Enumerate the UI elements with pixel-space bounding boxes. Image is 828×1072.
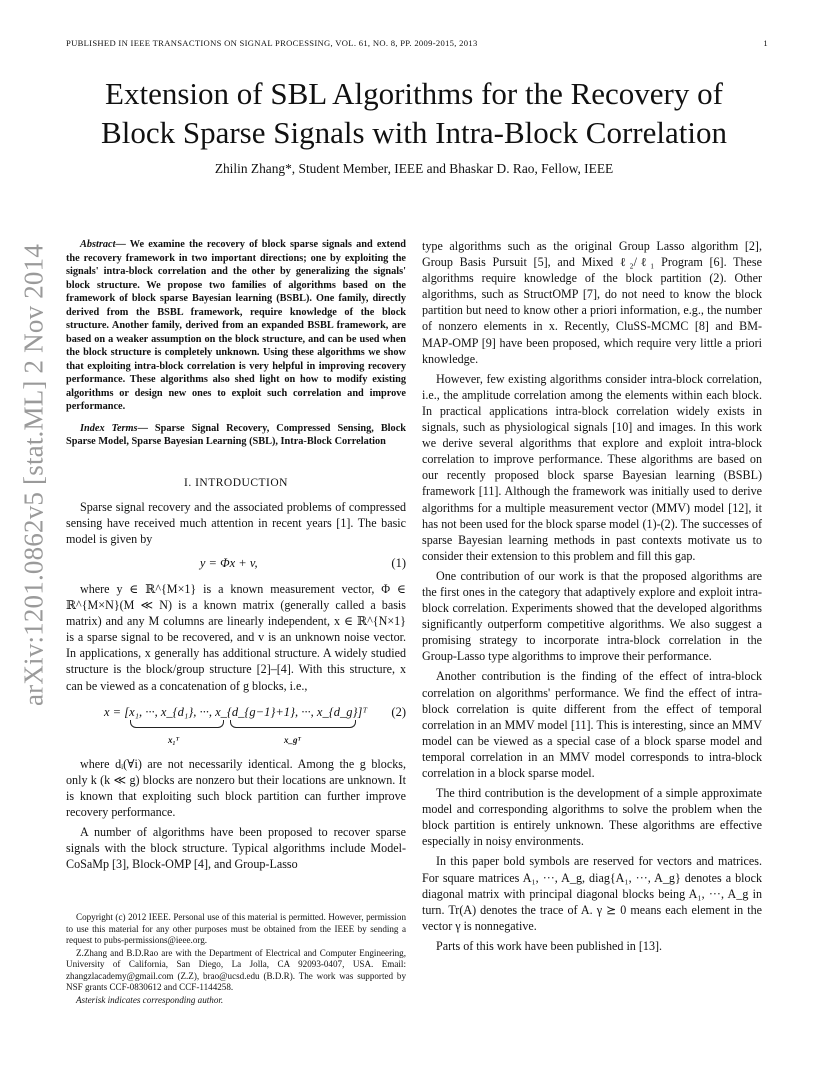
intro-paragraph-3: where dᵢ(∀i) are not necessarily identical. Among the g blocks, only k (k ≪ g) blocks are nonzero but their locations are unknown. It is known that exploiting such block partition can further improve recovery performance. bbox=[66, 756, 406, 819]
index-terms bbox=[66, 422, 406, 449]
section-heading: I. INTRODUCTION bbox=[184, 476, 288, 489]
running-header bbox=[66, 38, 768, 48]
right-paragraph-6: In this paper bold symbols are reserved for vectors and matrices. For square matrices A₁, ···, A_g, diag{A₁, ···, A_g} denotes a block diagonal matrix with principal diagonal blocks being A₁, ···, A_g in turn. Tr(A) denotes the trace of A. γ ⪰ 0 means each element in the vector γ is nonnegative. bbox=[422, 854, 762, 933]
index-terms-text: — Sparse Signal Recovery, Compressed Sensing, Block Sparse Model, Sparse Bayesian Learning (SBL), Intra-Block Correlation bbox=[66, 422, 406, 447]
intro-paragraph-1: Sparse signal recovery and the associated problems of compressed sensing have received much attention in recent years [1]. The basic model is given by bbox=[66, 499, 406, 546]
title-line-1: Extension of SBL Algorithms for the Recovery of bbox=[105, 76, 723, 111]
journal-line: PUBLISHED IN IEEE TRANSACTIONS ON SIGNAL PROCESSING, VOL. 61, NO. 8, PP. 2009-2015, 2013 bbox=[66, 38, 478, 48]
arxiv-sidebar bbox=[12, 243, 56, 707]
footnote-affiliation: Z.Zhang and B.D.Rao are with the Department of Electrical and Computer Engineering, University of California, San Diego, La Jolla, CA 92093-0407, USA. Email: zhangzlacademy@gmail.com (Z.Z), brao@ucsd.edu (B.D.R). The work was supported by NSF grants CCF-0830612 and CCF-1144258. bbox=[66, 947, 406, 992]
right-paragraph-7: Parts of this work have been published in [13]. bbox=[436, 938, 663, 953]
underbrace-2 bbox=[230, 720, 356, 728]
title-line-2: Block Sparse Signals with Intra-Block Correlation bbox=[101, 115, 727, 150]
arxiv-id: arXiv:1201.0862v5 [stat.ML] 2 Nov 2014 bbox=[18, 243, 49, 707]
abstract-label: Abstract bbox=[80, 239, 116, 250]
right-paragraph-2: However, few existing algorithms consider intra-block correlation, i.e., the amplitude correlation among the elements within each block. In practical applications intra-block correlation widely exists in signals, such as physiological signals [10] and images. In this work we derive several algorithms that explore and exploit intra-block correlation to improve performance. These algorithms are based on our recently proposed block sparse Bayesian learning (BSBL) framework [11]. Although the framework was initially used to derive algorithms for a multiple measurement vector (MMV) model [12], it has not been used for the block sparse model (1)-(2). The successes of sparse Bayesian learning methods in past contexts motivate us to consider their extension to this problem and fill this gap. bbox=[422, 371, 762, 563]
abstract-text: — We examine the recovery of block sparse signals and extend the recovery framework in two important directions; one by exploiting the signals' intra-block correlation and the other by generalizing the signals' block structure. We propose two families of algorithms based on the framework of block sparse Bayesian learning (BSBL). One family, directly derived from the BSBL framework, require knowledge of the block structure. Another family, derived from an expanded BSBL framework, are based on a weaker assumption on the block structure, and can be used when the block structure is completely unknown. Using these algorithms we show that exploiting intra-block correlation is very helpful in improving recovery performance. These algorithms also shed light on how to modify existing algorithms or design new ones to exploit such correlation and improve performance. bbox=[66, 239, 406, 412]
footnotes bbox=[66, 912, 406, 1007]
equation-2-expr: x = [x₁, ···, x_{d₁}, ···, x_{d_{g−1}+1}, ···, x_{d_g}]ᵀ bbox=[104, 704, 368, 719]
right-column bbox=[422, 238, 762, 958]
intro-paragraph-2: where y ∈ ℝ^{M×1} is a known measurement vector, Φ ∈ ℝ^{M×N}(M ≪ N) is a known matrix (generally called a basis matrix) and any M columns are linearly independent, x ∈ ℝ^{N×1} is a sparse signal to be recovered, and v is an unknown noise vector. In applications, x generally has additional structure. A widely studied structure is the block/group structure [2]–[4]. With this structure, x can be viewed as a concatenation of g blocks, i.e., bbox=[66, 581, 406, 693]
underbrace-1-label: x₁ᵀ bbox=[168, 734, 179, 745]
index-terms-label: Index Terms bbox=[80, 422, 138, 434]
footnote-asterisk: Asterisk indicates corresponding author. bbox=[76, 994, 224, 1005]
equation-1-expr: y = Φx + v, bbox=[199, 555, 258, 570]
left-column bbox=[66, 238, 406, 876]
right-paragraph-5: The third contribution is the development of a simple approximate model and corresponding algorithms to solve the problem when the block partition is entirely unknown. These algorithms are effective especially in noisy environments. bbox=[422, 786, 762, 849]
intro-paragraph-4: A number of algorithms have been proposed to recover sparse signals with the block structure. Typical algorithms include Model-CoSaMp [3], Block-OMP [4], and Group-Lasso bbox=[66, 825, 406, 872]
footnote-copyright: Copyright (c) 2012 IEEE. Personal use of this material is permitted. However, permission to use this material for any other purposes must be obtained from the IEEE by sending a request to pubs-permissions@ieee.org. bbox=[66, 912, 406, 945]
equation-2-number: (2) bbox=[391, 704, 406, 719]
right-paragraph-4: Another contribution is the finding of the effect of intra-block correlation on algorithms' performance. We find the effect of intra-block correlation is quite different from the effect of temporal correlation in an MMV model [11]. This is interesting, since an MMV model can be viewed as a special case of a block sparse model and temporal correlation in an MMV model corresponds to intra-block correlation in a block sparse model. bbox=[422, 669, 762, 780]
abstract bbox=[66, 238, 406, 414]
paper-title bbox=[40, 74, 788, 152]
equation-2 bbox=[66, 700, 406, 748]
underbrace-1 bbox=[130, 720, 224, 728]
page-number: 1 bbox=[763, 38, 768, 48]
equation-1 bbox=[66, 555, 406, 571]
equation-1-number: (1) bbox=[391, 555, 406, 570]
underbrace-2-label: x_gᵀ bbox=[284, 734, 301, 745]
right-paragraph-1: type algorithms such as the original Group Lasso algorithm [2], Group Basis Pursuit [5], and Mixed ℓ₂/ℓ₁ Program [6]. These algorithms require knowledge of the block partition (2). Other algorithms, such as StructOMP [7], do not need to know the block partition but need to know other a priori information, e.g., the number of nonzero elements in x. Recently, CluSS-MCMC [8] and BM-MAP-OMP [9] have been proposed, which require very little a priori knowledge. bbox=[422, 239, 762, 366]
authors: Zhilin Zhang*, Student Member, IEEE and Bhaskar D. Rao, Fellow, IEEE bbox=[214, 161, 614, 176]
right-paragraph-3: One contribution of our work is that the proposed algorithms are the first ones in the category that adaptively explore and exploit intra-block correlation. Experiments showed that the developed algorithms significantly outperform competitive algorithms. We also suggest a promising strategy to incorporate intra-block correlation in the Group-Lasso type algorithms to improve their performance. bbox=[422, 568, 762, 664]
